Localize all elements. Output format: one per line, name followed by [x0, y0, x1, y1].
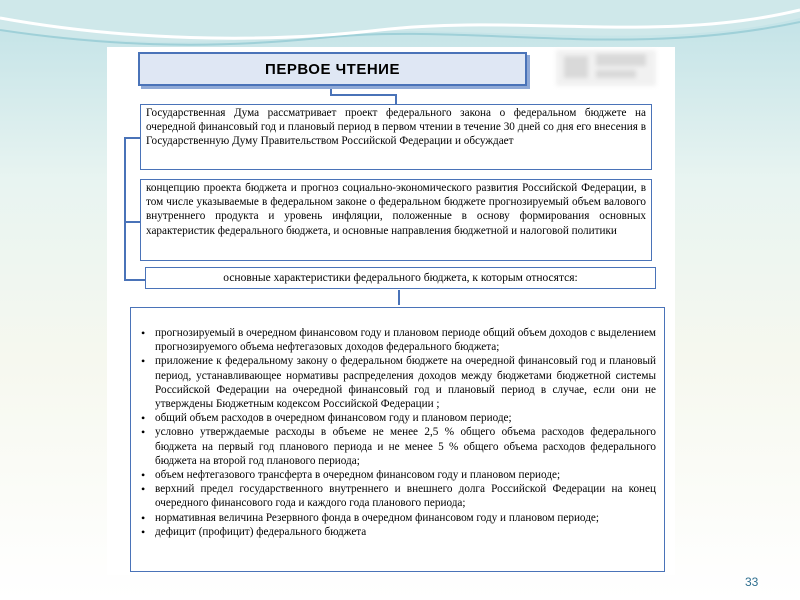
connector-left-vertical [124, 137, 126, 280]
characteristics-list [139, 326, 656, 539]
list-item: • дефицит (профицит) федерального бюджета [155, 525, 656, 539]
first-reading-description: Государственная Дума рассматривает проект федерального закона о федеральном бюджете на очередной финансовый год и плановый период в первом чтении в течение 30 дней со дня его внесения в Государственную Думу Правительством Российской Федерации и обсуждает [140, 104, 652, 170]
list-item: • приложение к федеральному закону о федеральном бюджете на очередной финансовый год и плановый период, устанавливающее нормативы распределения доходов между бюджетами бюджетной системы Российской Федерации на очередной финансовый год и плановый период в случае, если они не утверждены Бюджетным кодексом Российской Федерации ; [155, 354, 656, 411]
list-item: • прогнозируемый в очередном финансовом году и плановом периоде общий объем доходов с выделением прогнозируемого объема нефтегазовых доходов федерального бюджета; [155, 326, 656, 354]
blurred-logo [556, 50, 656, 86]
connector-left-to-box3 [124, 279, 145, 281]
characteristics-list-box [130, 307, 665, 572]
list-item: • общий объем расходов в очередном финансовом году и плановом периоде; [155, 411, 656, 425]
budget-concept-description: концепцию проекта бюджета и прогноз социально-экономического развития Российской Федерации, в том числе указываемые в федеральном законе о федеральном бюджете прогнозируемый объем валового внутреннего продукта и уровень инфляции, положенные в основу формирования основных характеристик федерального бюджета, и основные направления бюджетной и налоговой политики [140, 179, 652, 261]
slide-title: ПЕРВОЕ ЧТЕНИЕ [138, 52, 527, 86]
list-item: • условно утверждаемые расходы в объеме не менее 2,5 % общего объема расходов федерального бюджета на первый год планового периода и не менее 5 % общего объема расходов федерального бюджета на второй год планового периода; [155, 425, 656, 468]
connector-left-to-box2 [124, 221, 140, 223]
connector-left-to-box1 [124, 137, 140, 139]
main-characteristics-heading: основные характеристики федерального бюджета, к которым относятся: [145, 267, 656, 289]
connector-to-box1 [395, 94, 397, 104]
list-item: • верхний предел государственного внутреннего и внешнего долга Российской Федерации на конец очередного финансового года и каждого года планового периода; [155, 482, 656, 510]
connector-box3-to-box4 [398, 290, 400, 305]
page-number: 33 [745, 575, 759, 589]
list-item: • нормативная величина Резервного фонда в очередном финансовом году и плановом периоде; [155, 511, 656, 525]
list-item: • объем нефтегазового трансферта в очередном финансовом году и плановом периоде; [155, 468, 656, 482]
connector-title-horizontal [330, 94, 396, 96]
